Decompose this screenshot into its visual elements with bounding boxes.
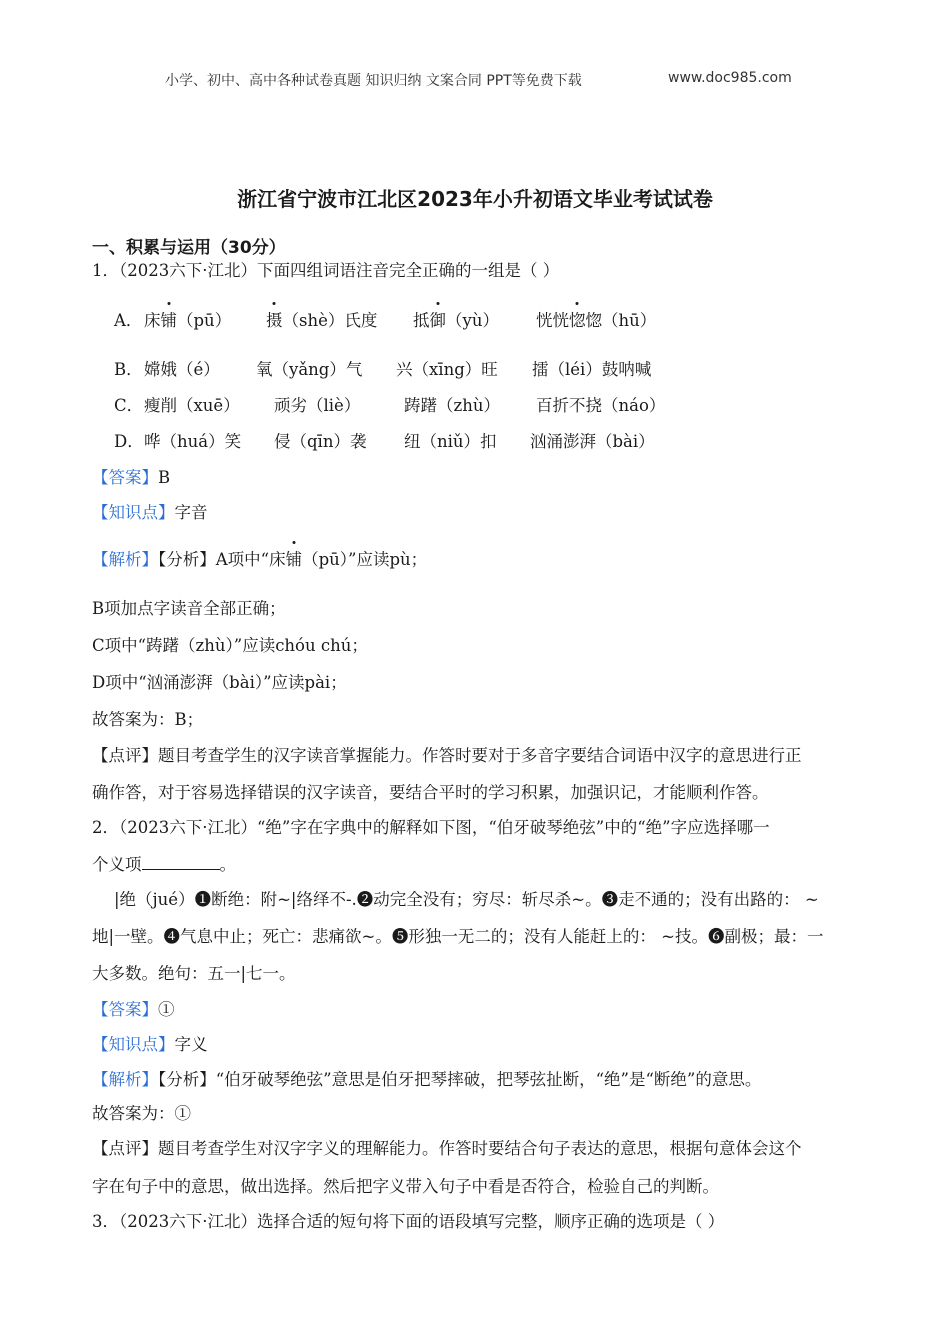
analysis-text: 【分析】A项中“床: [158, 550, 286, 569]
emphasis-dot-char: 铺: [286, 546, 303, 570]
answer-blank[interactable]: [142, 851, 220, 870]
comment-line: 字在句子中的意思，做出选择。然后把字义带入句子中看是否符合，检验自己的判断。: [92, 1177, 719, 1196]
question-1-option-a: [114, 307, 714, 329]
analysis-line: C项中“踌躇（zhù）”应读chóu chú；: [92, 636, 368, 655]
section-heading: 一、积累与运用（30分）: [92, 238, 286, 258]
analysis-line: B项加点字读音全部正确；: [92, 599, 286, 618]
option-label: D．: [114, 432, 144, 451]
knowledge-tag: 【知识点】: [92, 503, 175, 522]
stem-text: 。: [219, 855, 236, 874]
question-1-option-b: [114, 356, 714, 378]
analysis-line: 故答案为：B；: [92, 710, 204, 729]
stem-text: 个义项: [92, 855, 142, 874]
dictionary-definition-line: |绝（jué）❶断绝：附~|络绎不-.❷动完全没有；穷尽：斩尽杀~。❸走不通的；没有出路的： ~: [114, 890, 819, 909]
option-text: 汹涌澎湃（bài）: [530, 432, 655, 451]
option-label: C．: [114, 396, 144, 415]
option-text: 侵（qīn）袭: [274, 432, 367, 451]
comment-line: 【点评】题目考查学生的汉字读音掌握能力。作答时要对于多音字要结合词语中汉字的意思进行正: [92, 746, 802, 765]
option-text: 哗（huá）笑: [144, 432, 242, 451]
header-text: 小学、初中、高中各种试卷真题 知识归纳 文案合同 PPT等免费下载: [165, 73, 582, 89]
option-text: 兴（xīng）旺: [396, 360, 498, 379]
emphasis-dot-char: 摄: [266, 307, 283, 331]
question-2-knowledge-point: [92, 1031, 208, 1055]
question-2-stem-line2: [92, 851, 236, 875]
answer-value: ①: [158, 1000, 175, 1019]
analysis-tag: 【解析】: [92, 1070, 158, 1089]
option-text: 恍恍: [536, 311, 569, 330]
emphasis-dot-char: 铺: [161, 307, 178, 331]
question-1-stem: 1．（2023六下·江北）下面四组词语注音完全正确的一组是（ ）: [92, 261, 560, 280]
option-text: 纽（niǔ）扣: [404, 432, 497, 451]
emphasis-dot-char: 御: [430, 307, 447, 331]
option-text: 踌躇（zhù）: [404, 396, 500, 415]
analysis-line: 故答案为：①: [92, 1104, 191, 1123]
knowledge-value: 字音: [174, 503, 208, 522]
comment-line: 【点评】题目考查学生对汉字字义的理解能力。作答时要结合句子表达的意思，根据句意体会这个: [92, 1139, 802, 1158]
page-title: 浙江省宁波市江北区2023年小升初语文毕业考试试卷: [237, 187, 713, 211]
option-text: 抵: [413, 311, 430, 330]
option-text: （shè）氏度: [282, 311, 378, 330]
answer-tag: 【答案】: [92, 1000, 158, 1019]
question-1-option-d: [114, 428, 714, 450]
option-text: 惚（hū）: [585, 311, 657, 330]
option-text: 百折不挠（náo）: [536, 396, 666, 415]
analysis-text: （pū）”应读pù；: [302, 550, 428, 569]
option-text: 擂（léi）鼓呐喊: [532, 360, 652, 379]
knowledge-value: 字义: [174, 1035, 208, 1054]
option-text: 嫦娥（é）: [144, 360, 220, 379]
analysis-tag: 【解析】: [92, 550, 158, 569]
option-text: （yù）: [446, 311, 499, 330]
analysis-line: D项中“汹涌澎湃（bài）”应读pài；: [92, 673, 347, 692]
dictionary-definition-line: 地|一壁。❹气息中止；死亡：悲痛欲~。❺形独一无二的；没有人能赶上的： ~技。❻副极；最：一: [92, 927, 824, 946]
comment-line: 确作答，对于容易选择错误的汉字读音，要结合平时的学习积累，加强识记，才能顺利作答。: [92, 783, 769, 802]
question-2-analysis: [92, 1066, 761, 1090]
option-text: 床: [144, 311, 161, 330]
question-3-stem: 3．（2023六下·江北）选择合适的短句将下面的语段填写完整，顺序正确的选项是（ ）: [92, 1212, 725, 1231]
question-1-analysis: [92, 546, 427, 570]
option-text: （pū）: [177, 311, 232, 330]
option-text: 氧（yǎng）气: [256, 360, 363, 379]
question-2-stem: 2．（2023六下·江北）“绝”字在字典中的解释如下图，“伯牙破琴绝弦”中的“绝”字应选择哪一: [92, 818, 770, 837]
header-site: www.doc985.com: [668, 70, 792, 86]
question-1-knowledge-point: [92, 499, 208, 523]
question-2-answer: [92, 996, 175, 1020]
option-text: 顽劣（liè）: [274, 396, 361, 415]
option-label: B．: [114, 360, 143, 379]
question-1-answer: [92, 464, 170, 488]
knowledge-tag: 【知识点】: [92, 1035, 175, 1054]
option-text: 瘦削（xuē）: [144, 396, 240, 415]
option-label: A．: [114, 311, 143, 330]
analysis-text: 【分析】“伯牙破琴绝弦”意思是伯牙把琴摔破，把琴弦扯断，“绝”是“断绝”的意思。: [158, 1070, 762, 1089]
answer-tag: 【答案】: [92, 468, 158, 487]
question-1-option-c: [114, 392, 714, 414]
dictionary-definition-line: 大多数。绝句：五一|七一。: [92, 964, 296, 983]
answer-value: B: [158, 468, 171, 487]
emphasis-dot-char: 惚: [569, 307, 586, 331]
